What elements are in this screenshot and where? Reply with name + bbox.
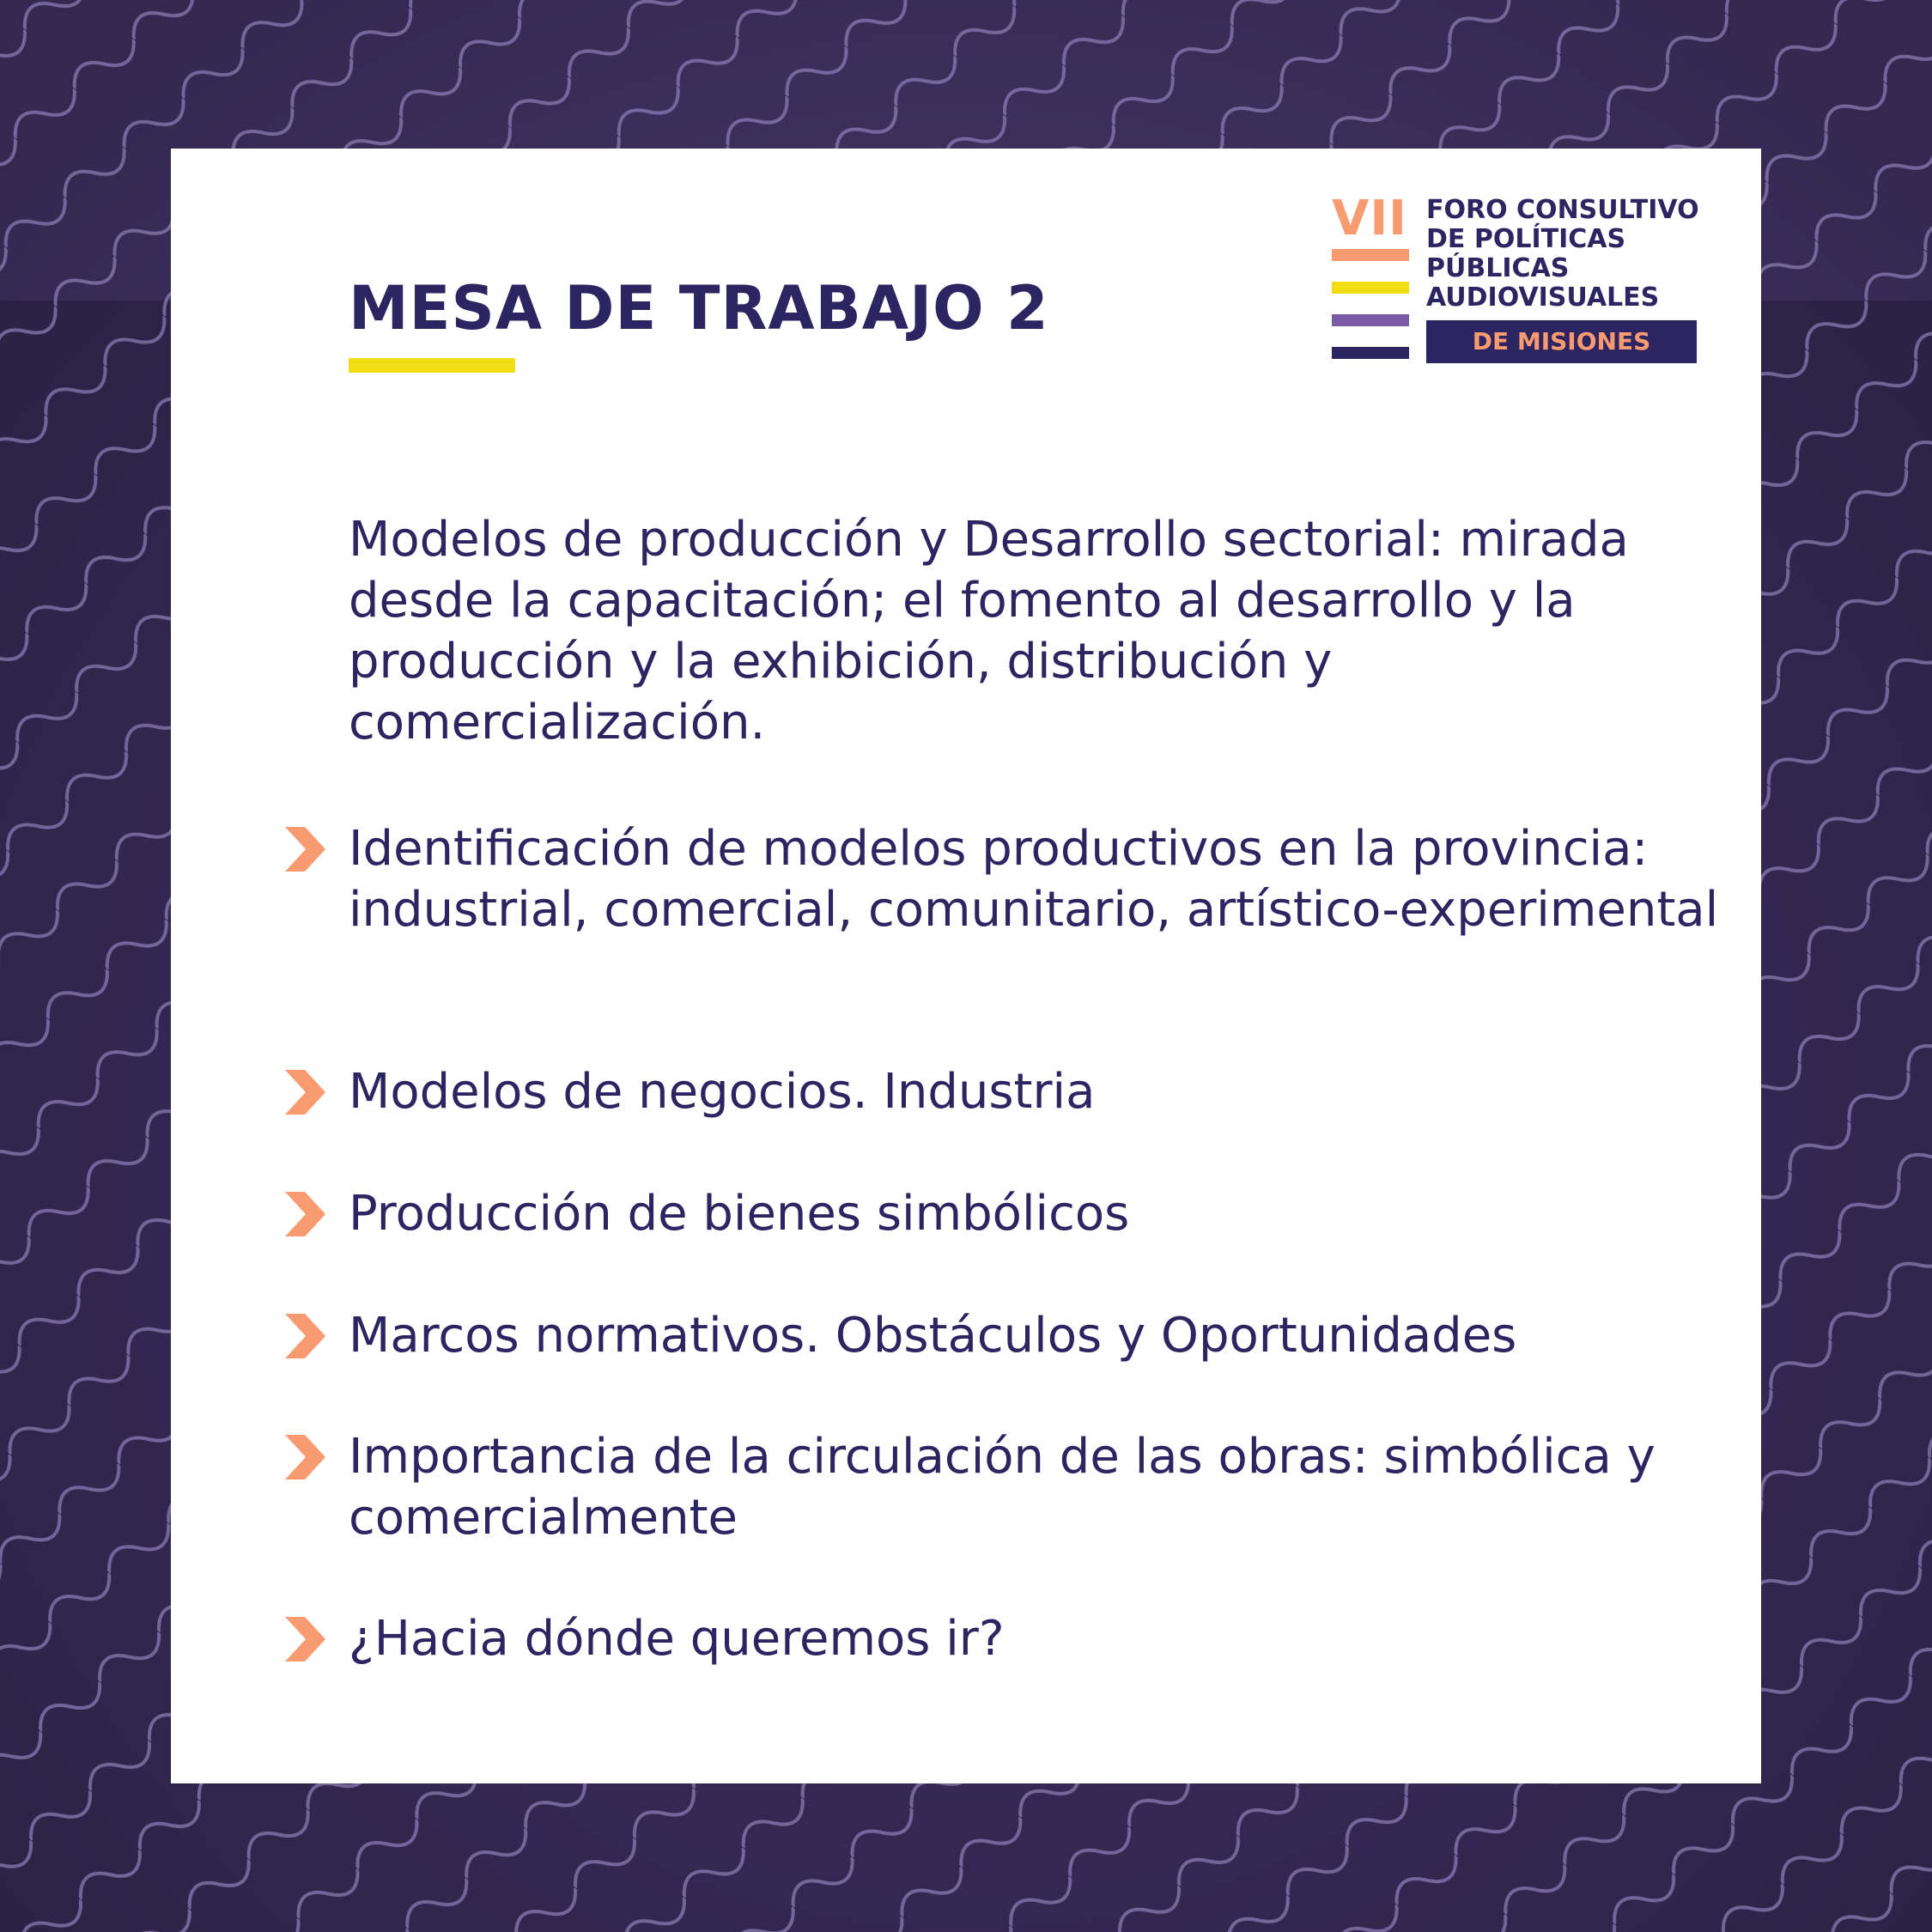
chevron-right-icon: [281, 1612, 328, 1667]
logo-bar-orange: [1332, 249, 1409, 261]
chevron-right-icon: [281, 1309, 328, 1364]
list-item-text: ¿Hacia dónde queremos ir?: [349, 1611, 1005, 1667]
list-item-text: Identificación de modelos productivos en la provincia: industrial, comercial, comunitario, artístico-experimental: [349, 821, 1719, 938]
page-title: MESA DE TRABAJO 2: [349, 273, 1049, 343]
logo-bar-navy: [1332, 347, 1409, 359]
chevron-right-icon: [281, 1065, 328, 1120]
chevron-right-icon: [281, 1187, 328, 1242]
logo-bar-purple: [1332, 314, 1409, 326]
logo-line-1: FORO CONSULTIVO: [1426, 195, 1699, 225]
chevron-right-icon: [281, 822, 328, 877]
logo-badge: DE MISIONES: [1426, 320, 1697, 363]
content-card: [171, 149, 1761, 1783]
list-item-text: Importancia de la circulación de las obras: simbólica y comercialmente: [349, 1429, 1656, 1546]
logo-line-2: DE POLÍTICAS: [1426, 224, 1626, 254]
forum-logo: [1332, 191, 1701, 368]
logo-bar-yellow: [1332, 282, 1409, 294]
logo-roman-numeral: VII: [1332, 191, 1408, 246]
intro-paragraph: Modelos de producción y Desarrollo sectorial: mirada desde la capacitación; el fomento al desarrollo y la producción y la exhibición, distribución y comercialización.: [349, 512, 1629, 750]
logo-line-4: AUDIOVISUALES: [1426, 283, 1660, 313]
list-item-text: Marcos normativos. Obstáculos y Oportunidades: [349, 1308, 1517, 1364]
list-item-text: Producción de bienes simbólicos: [349, 1186, 1130, 1242]
title-underline: [349, 358, 515, 373]
chevron-right-icon: [281, 1430, 328, 1485]
list-item-text: Modelos de negocios. Industria: [349, 1064, 1096, 1120]
logo-line-3: PÚBLICAS: [1426, 253, 1570, 283]
